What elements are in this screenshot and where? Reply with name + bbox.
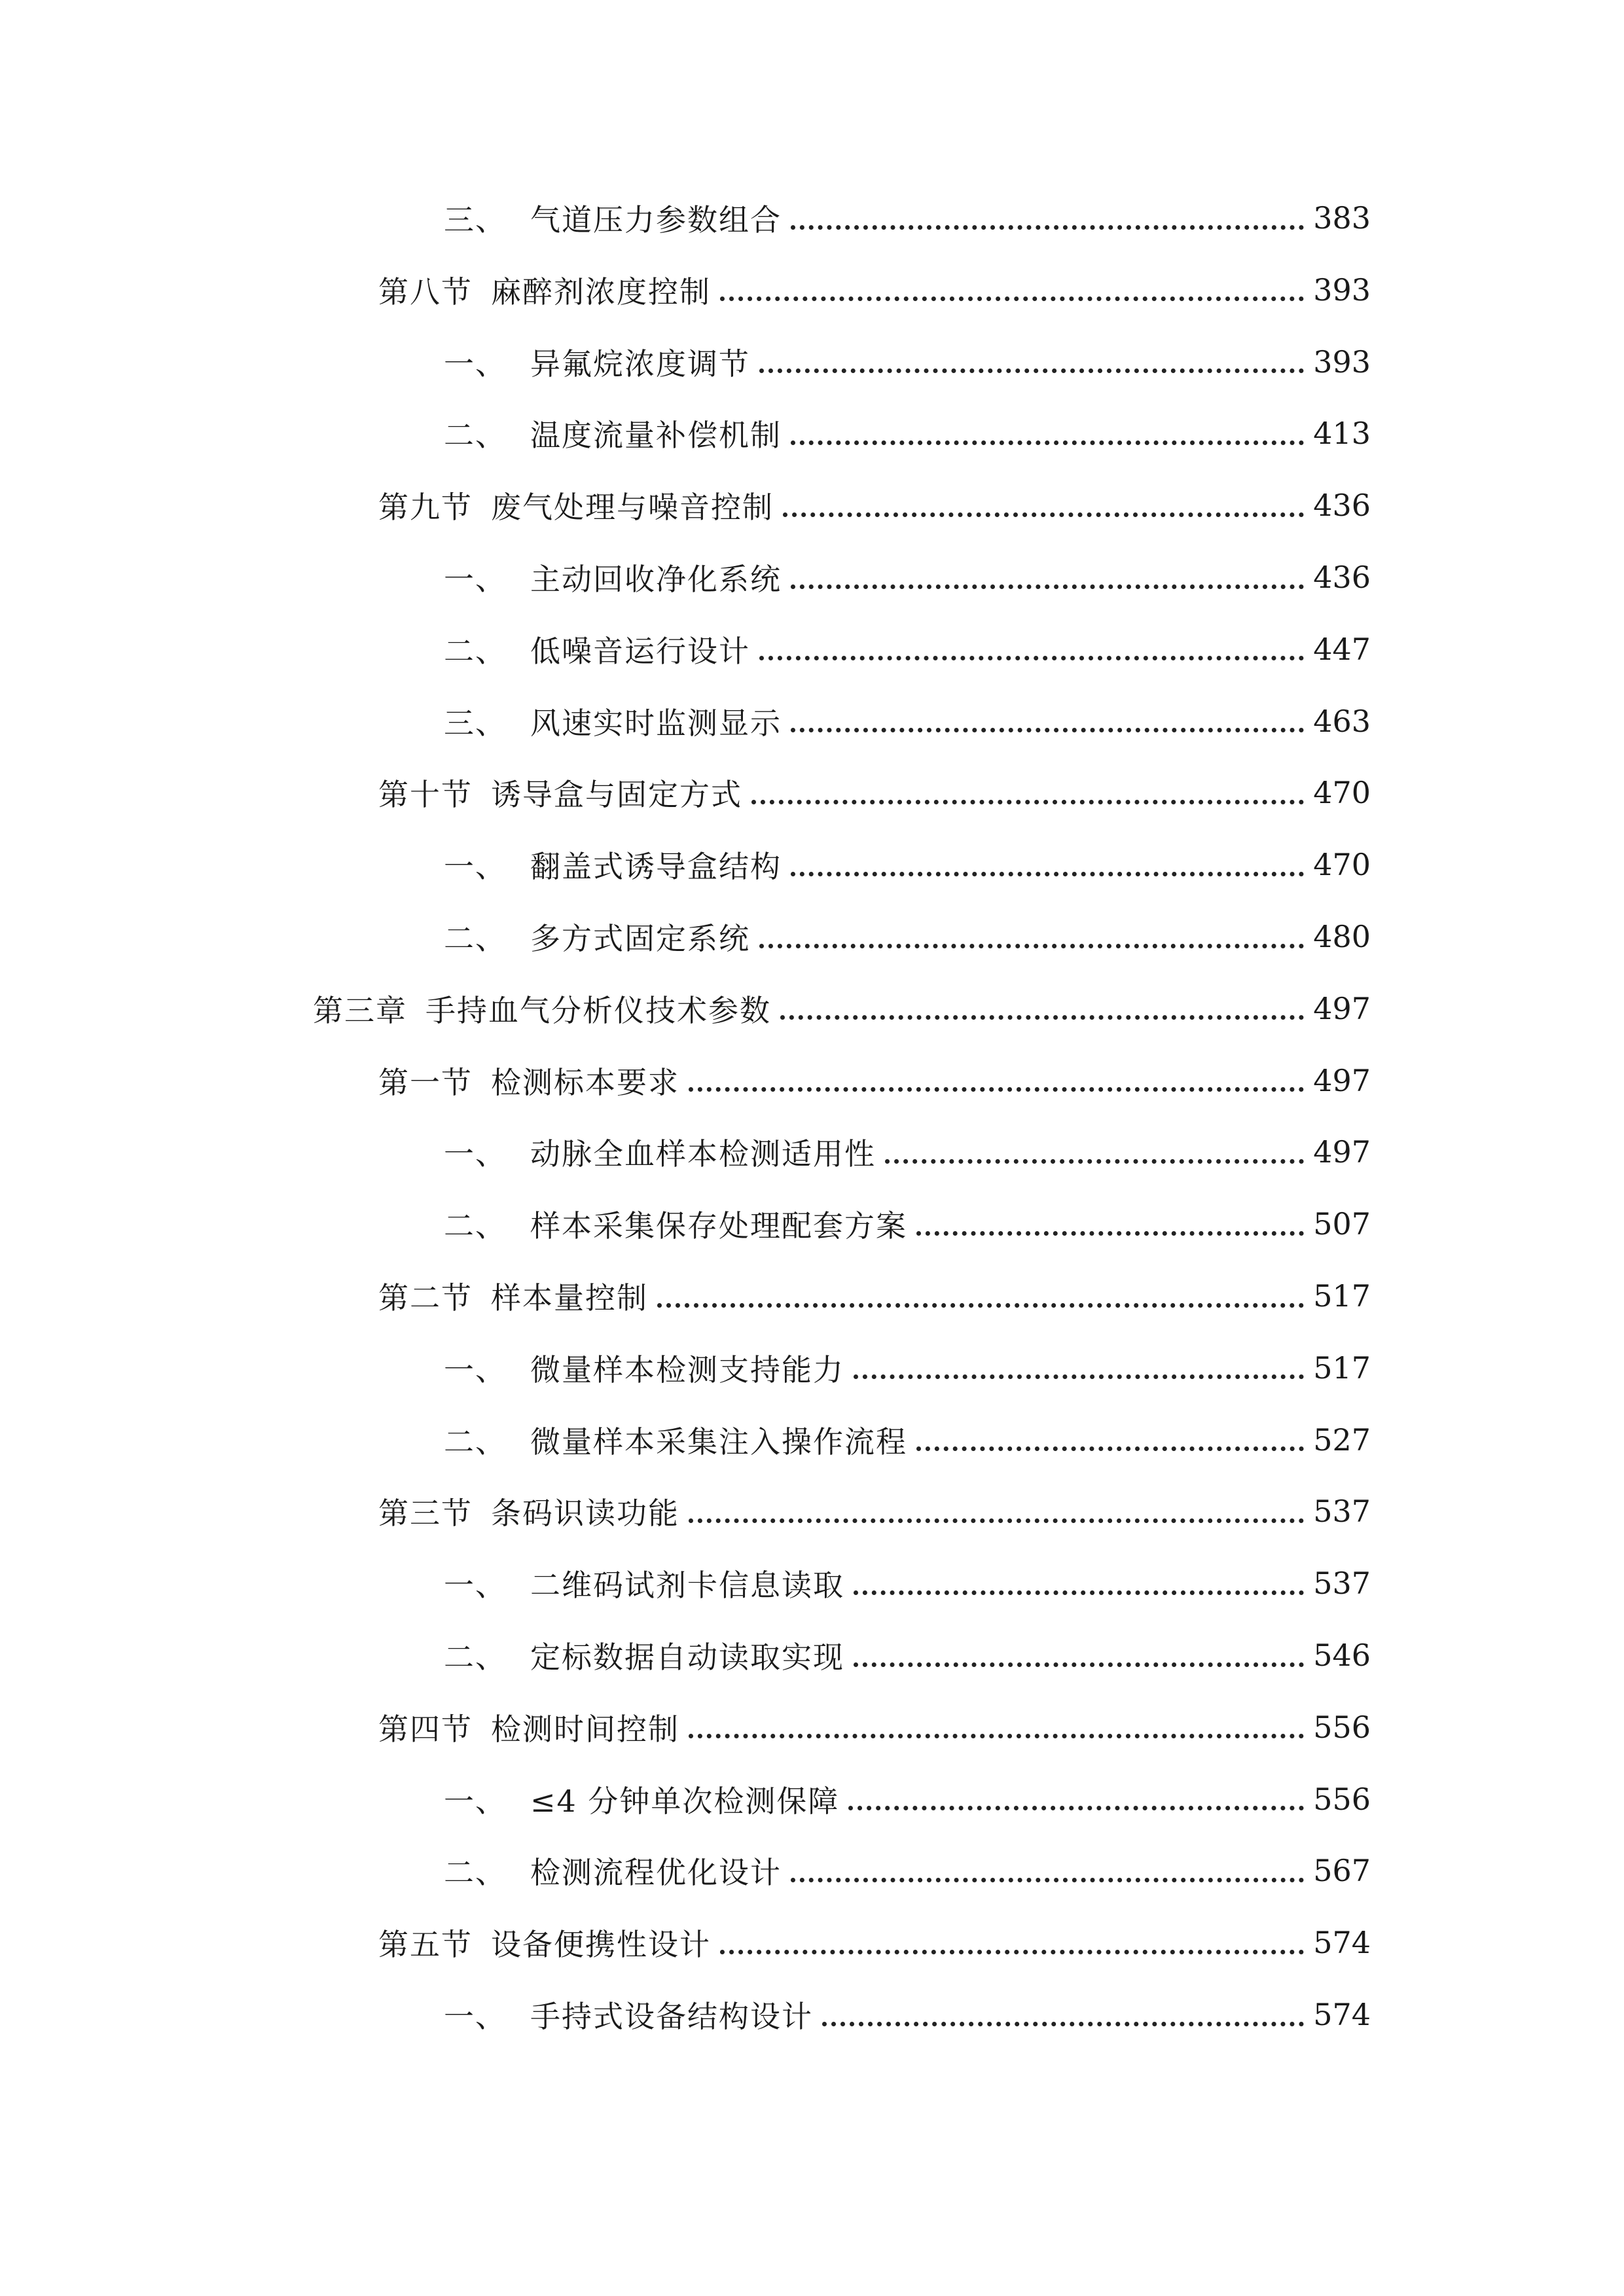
toc-entry[interactable]	[444, 1988, 1371, 2041]
dot-leader	[791, 872, 1304, 876]
dot-leader	[854, 1374, 1304, 1379]
toc-entry-title: 主动回收净化系统	[530, 562, 782, 597]
toc-entry[interactable]	[444, 407, 1371, 459]
toc-entry-title: 气道压力参数组合	[530, 202, 782, 238]
toc-entry[interactable]	[444, 1844, 1371, 1897]
toc-entry-page-number: 574	[1313, 1925, 1371, 1961]
toc-entry-title: 麻醉剂浓度控制	[491, 274, 711, 310]
toc-entry-page-number: 447	[1313, 631, 1371, 667]
toc-entry-number: 一、	[444, 1568, 507, 1604]
dot-leader	[780, 1015, 1304, 1020]
toc-entry-page-number: 567	[1313, 1853, 1371, 1889]
toc-entry-title: 检测标本要求	[491, 1064, 679, 1100]
dot-leader	[783, 512, 1304, 517]
toc-entry[interactable]	[378, 479, 1371, 531]
toc-entry-number: 一、	[444, 1136, 507, 1172]
toc-entry-number: 二、	[444, 1855, 507, 1891]
dot-leader	[791, 440, 1304, 445]
dot-leader	[759, 656, 1304, 660]
toc-entry[interactable]	[378, 264, 1371, 316]
toc-entry[interactable]	[444, 1126, 1371, 1178]
toc-entry[interactable]	[378, 1701, 1371, 1753]
toc-entry-page-number: 470	[1313, 847, 1371, 883]
toc-entry-number: 一、	[444, 1783, 507, 1819]
toc-entry-page-number: 497	[1313, 990, 1371, 1026]
dot-leader	[689, 1734, 1304, 1738]
toc-entry[interactable]	[313, 982, 1371, 1035]
toc-entry-number: 三、	[444, 705, 507, 741]
toc-entry-title: 二维码试剂卡信息读取	[530, 1568, 844, 1604]
toc-entry[interactable]	[444, 1629, 1371, 1681]
toc-entry-title: 多方式固定系统	[530, 921, 750, 956]
dot-leader	[759, 368, 1304, 373]
dot-leader	[791, 728, 1304, 732]
toc-entry-page-number: 517	[1313, 1278, 1371, 1314]
toc-entry-number: 一、	[444, 1352, 507, 1388]
toc-entry-number: 一、	[444, 346, 507, 382]
dot-leader	[720, 1950, 1304, 1954]
toc-entry-title: 样本采集保存处理配套方案	[530, 1208, 907, 1244]
toc-entry-page-number: 470	[1313, 775, 1371, 811]
dot-leader	[689, 1087, 1304, 1092]
dot-leader	[854, 1662, 1304, 1667]
toc-entry-page-number: 497	[1313, 1134, 1371, 1170]
toc-entry-page-number: 556	[1313, 1781, 1371, 1817]
toc-entry-title: 微量样本检测支持能力	[530, 1352, 844, 1388]
toc-entry[interactable]	[444, 623, 1371, 675]
toc-entry-number: 二、	[444, 418, 507, 454]
toc-entry-page-number: 436	[1313, 488, 1371, 524]
dot-leader	[791, 225, 1304, 230]
toc-entry-number: 二、	[444, 633, 507, 669]
toc-entry-number: 二、	[444, 1208, 507, 1244]
toc-entry-number: 一、	[444, 849, 507, 885]
toc-entry-number: 一、	[444, 1999, 507, 2034]
toc-entry[interactable]	[444, 1414, 1371, 1466]
toc-entry-page-number: 413	[1313, 416, 1371, 452]
toc-entry-page-number: 527	[1313, 1422, 1371, 1458]
toc-entry-number: 第四节	[378, 1711, 473, 1747]
toc-entry[interactable]	[444, 1198, 1371, 1250]
toc-entry[interactable]	[444, 551, 1371, 603]
dot-leader	[759, 944, 1304, 948]
toc-entry-page-number: 537	[1313, 1566, 1371, 1602]
dot-leader	[885, 1159, 1304, 1164]
toc-entry-title: 诱导盒与固定方式	[491, 777, 742, 813]
toc-entry-number: 二、	[444, 1640, 507, 1675]
dot-leader	[916, 1231, 1304, 1236]
toc-entry-title: 条码识读功能	[491, 1496, 679, 1532]
toc-entry-title: 定标数据自动读取实现	[530, 1640, 844, 1675]
toc-entry[interactable]	[444, 838, 1371, 891]
toc-entry-number: 第二节	[378, 1280, 473, 1316]
toc-entry-title: 样本量控制	[491, 1280, 648, 1316]
dot-leader	[791, 1878, 1304, 1882]
dot-leader	[720, 296, 1304, 301]
toc-entry[interactable]	[378, 1270, 1371, 1322]
toc-entry[interactable]	[444, 910, 1371, 963]
toc-entry-title: 检测时间控制	[491, 1711, 679, 1747]
toc-entry-number: 三、	[444, 202, 507, 238]
toc-entry-title: 微量样本采集注入操作流程	[530, 1424, 907, 1460]
toc-entry-page-number: 507	[1313, 1206, 1371, 1242]
toc-entry-title: 手持血气分析仪技术参数	[425, 992, 771, 1028]
toc-entry-page-number: 436	[1313, 560, 1371, 595]
toc-entry-number: 第十节	[378, 777, 473, 813]
dot-leader	[848, 1806, 1304, 1810]
dot-leader	[822, 2022, 1304, 2026]
toc-entry[interactable]	[378, 766, 1371, 819]
toc-entry[interactable]	[378, 1054, 1371, 1107]
toc-entry-page-number: 497	[1313, 1062, 1371, 1098]
toc-entry-number: 二、	[444, 921, 507, 956]
toc-entry-number: 第五节	[378, 1927, 473, 1963]
toc-entry-number: 二、	[444, 1424, 507, 1460]
toc-entry-page-number: 574	[1313, 1997, 1371, 2032]
toc-entry-title: 废气处理与噪音控制	[491, 490, 774, 526]
toc-entry-number: 第一节	[378, 1064, 473, 1100]
toc-entry-title: 手持式设备结构设计	[530, 1999, 813, 2034]
toc-entry[interactable]	[444, 1557, 1371, 1609]
toc-entry[interactable]	[378, 1916, 1371, 1969]
toc-entry-page-number: 556	[1313, 1709, 1371, 1745]
toc-entry[interactable]	[444, 192, 1371, 244]
dot-leader	[916, 1446, 1304, 1451]
toc-entry-title: 风速实时监测显示	[530, 705, 782, 741]
toc-entry[interactable]	[444, 336, 1371, 388]
toc-entry-title: 异氟烷浓度调节	[530, 346, 750, 382]
dot-leader	[751, 800, 1304, 804]
toc-entry-page-number: 463	[1313, 703, 1371, 739]
toc-entry-number: 第八节	[378, 274, 473, 310]
toc-entry-title: 设备便携性设计	[491, 1927, 711, 1963]
toc-entry-number: 一、	[444, 562, 507, 597]
dot-leader	[689, 1518, 1304, 1523]
toc-entry[interactable]	[444, 1773, 1371, 1825]
toc-entry[interactable]	[378, 1485, 1371, 1537]
toc-entry-number: 第三章	[313, 992, 407, 1028]
toc-entry-number: 第三节	[378, 1496, 473, 1532]
toc-entry-title: 温度流量补偿机制	[530, 418, 782, 454]
toc-entry-page-number: 393	[1313, 272, 1371, 308]
toc-entry-page-number: 537	[1313, 1494, 1371, 1530]
toc-entry-page-number: 393	[1313, 344, 1371, 380]
toc-entry-page-number: 517	[1313, 1350, 1371, 1386]
toc-entry-title: ≤4 分钟单次检测保障	[530, 1783, 840, 1819]
toc-entry-page-number: 383	[1313, 200, 1371, 236]
dot-leader	[791, 584, 1304, 589]
toc-entry[interactable]	[444, 695, 1371, 747]
toc-entry-number: 第九节	[378, 490, 473, 526]
toc-entry-title: 翻盖式诱导盒结构	[530, 849, 782, 885]
toc-entry-page-number: 480	[1313, 919, 1371, 954]
toc-entry-title: 动脉全血样本检测适用性	[530, 1136, 876, 1172]
toc-entry-title: 低噪音运行设计	[530, 633, 750, 669]
dot-leader	[854, 1590, 1304, 1595]
toc-entry[interactable]	[444, 1342, 1371, 1394]
toc-entry-title: 检测流程优化设计	[530, 1855, 782, 1891]
toc-entry-page-number: 546	[1313, 1638, 1371, 1673]
dot-leader	[657, 1303, 1304, 1308]
